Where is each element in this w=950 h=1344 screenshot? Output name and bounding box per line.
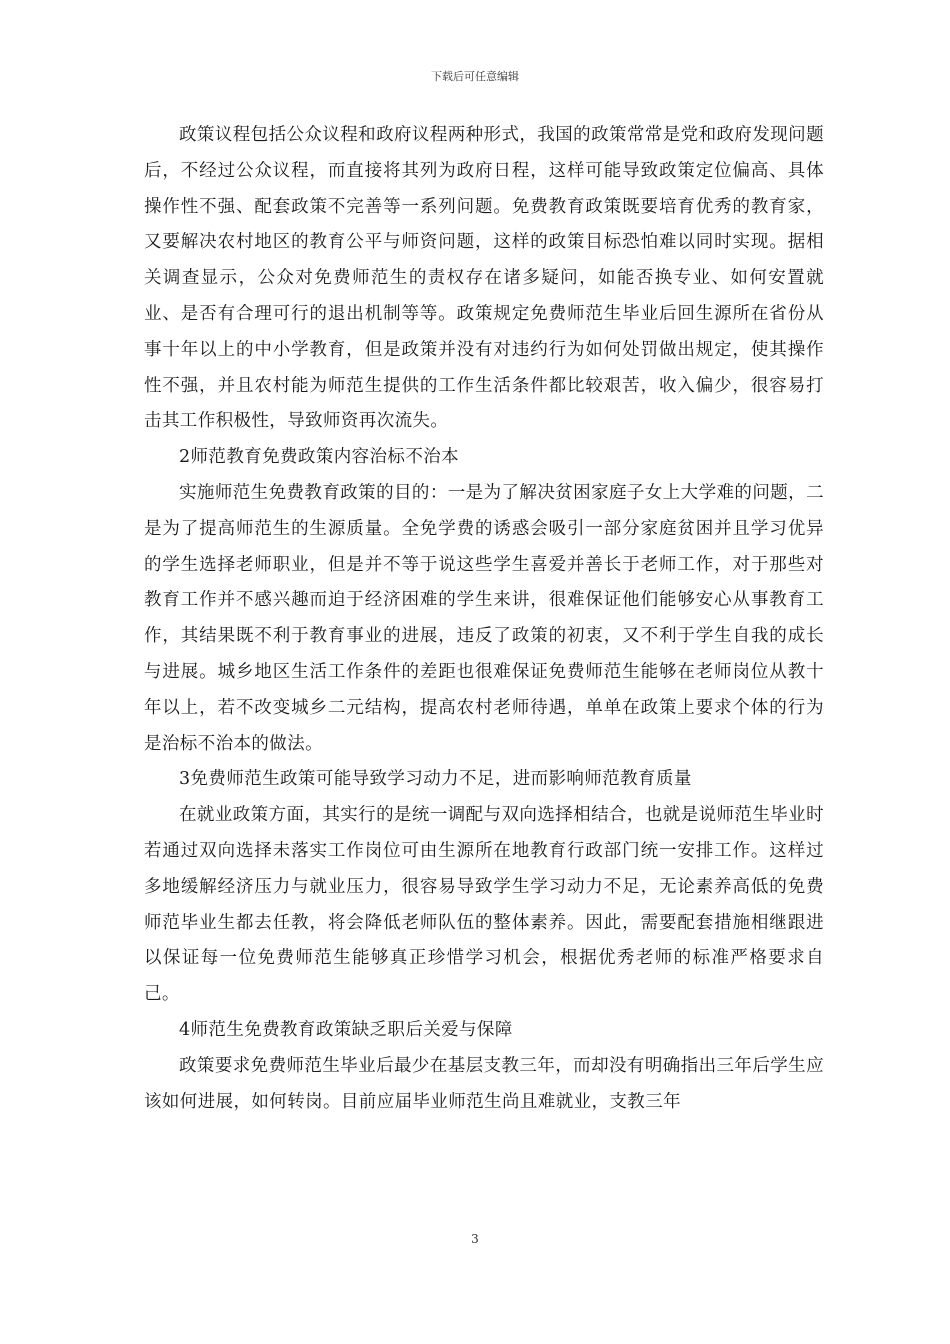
- section-heading-4: 4师范生免费教育政策缺乏职后关爱与保障: [179, 1019, 513, 1040]
- paragraph-policy-goals: 实施师范生免费教育政策的目的：一是为了解决贫困家庭子女上大学难的问题，二是为了提高师范生的生源质量。全免学费的诱惑会吸引一部分家庭贫困并且学习优异的学生选择老师职业，但是并不等于说这些学生喜爱并善长于老师工作，对于那些对教育工作并不感兴趣而迫于经济困难的学生来讲，很难保证他们能够安心从事教育工作，其结果既不利于教育事业的进展，违反了政策的初衷，又不利于学生自我的成长与进展。城乡地区生活工作条件的差距也很难保证免费师范生能够在老师岗位从教十年以上，若不改变城乡二元结构，提高农村老师待遇，单单在政策上要求个体的行为是治标不治本的做法。: [144, 482, 824, 754]
- paragraph-employment-policy: 在就业政策方面，其实行的是统一调配与双向选择相结合，也就是说师范生毕业时若通过双向选择未落实工作岗位可由生源所在地教育行政部门统一安排工作。这样过多地缓解经济压力与就业压力，很容易导致学生学习动力不足，无论素养高低的免费师范毕业生都去任教，将会降低老师队伍的整体素养。因此，需要配套措施相继跟进以保证每一位免费师范生能够真正珍惜学习机会，根据优秀老师的标准严格要求自己。: [144, 805, 824, 1005]
- document-body: [144, 118, 824, 1120]
- paragraph-policy-agenda: 政策议程包括公众议程和政府议程两种形式，我国的政策常常是党和政府发现问题后，不经过公众议程，而直接将其列为政府日程，这样可能导致政策定位偏高、具体操作性不强、配套政策不完善等一系列问题。免费教育政策既要培育优秀的教育家，又要解决农村地区的教育公平与师资问题，这样的政策目标恐怕难以同时实现。据相关调查显示，公众对免费师范生的责权存在诸多疑问，如能否换专业、如何安置就业、是否有合理可行的退出机制等等。政策规定免费师范生毕业后回生源所在省份从事十年以上的中小学教育，但是政策并没有对违约行为如何处罚做出规定，使其操作性不强，并且农村能为师范生提供的工作生活条件都比较艰苦，收入偏少，很容易打击其工作积极性，导致师资再次流失。: [144, 125, 824, 432]
- section-heading-3: 3免费师范生政策可能导致学习动力不足，进而影响师范教育质量: [179, 769, 692, 790]
- paragraph-post-employment: 政策要求免费师范生毕业后最少在基层支教三年，而却没有明确指出三年后学生应该如何进展，如何转岗。目前应届毕业师范生尚且难就业，支教三年: [144, 1055, 824, 1112]
- page-header: 下载后可任意编辑: [431, 70, 519, 83]
- page-number: 3: [471, 1232, 479, 1246]
- section-heading-2: 2师范教育免费政策内容治标不治本: [179, 447, 460, 468]
